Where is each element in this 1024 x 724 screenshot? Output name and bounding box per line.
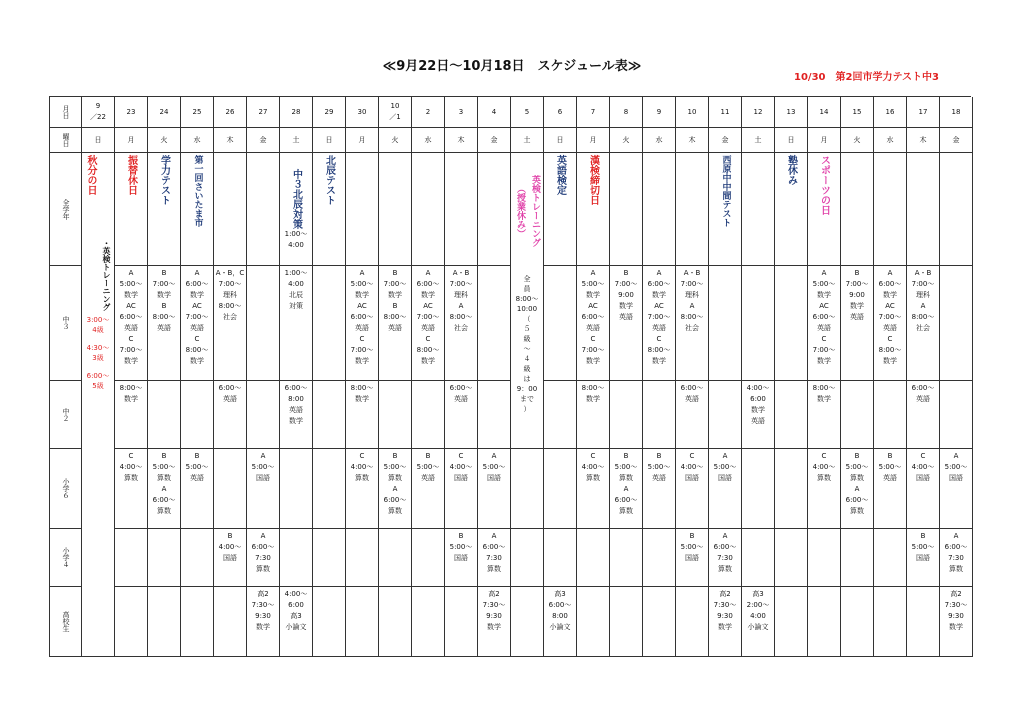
row-label-text: 小学６ [62,478,70,499]
date-header: 9 ／22 [82,97,115,128]
weekday-header: 日 [313,128,346,153]
row-label-text: 中３ [62,316,70,330]
e4-cell [115,529,148,587]
date-header: 4 [478,97,511,128]
e6-cell: C 4:00～ 算数 [577,449,610,529]
event-label: 漢検締切日 [587,155,599,205]
weekday-header: 火 [841,128,874,153]
event-label: スポーツの日 [818,155,830,215]
weekday-header: 月 [808,128,841,153]
c2-cell: 8:00～ 数学 [346,381,379,449]
all-grades-cell [181,153,214,266]
weekday-header: 月 [346,128,379,153]
date-header: 29 [313,97,346,128]
date-header: 27 [247,97,280,128]
hs-cell [313,587,346,657]
all-grades-cell [346,153,379,266]
c3-cell: A・B 7:00～ 理科 A 8:00～ 社会 [907,266,940,381]
c3-cell: A 6:00～ 数学 AC 7:00～ 英語 C 8:00～ 数学 [643,266,676,381]
hs-cell [148,587,181,657]
c3-cell: B 7:00～ 9:00 数学 英語 [610,266,643,381]
all-grades-cell [247,153,280,266]
e6-cell [214,449,247,529]
hs-cell [214,587,247,657]
eiken-time: 3:00～ 4級 [86,316,110,334]
e6-cell [511,449,544,529]
row-label-c3 [50,266,82,381]
event-label: 第一回さいたま市 [192,155,203,227]
hs-cell [115,587,148,657]
e4-cell [544,529,577,587]
c3-cell: B 7:00～ 数学 B 8:00～ 英語 [379,266,412,381]
e6-cell [742,449,775,529]
special-eiken-column [511,153,544,449]
e4-cell: B 4:00～ 国語 [214,529,247,587]
e4-cell [742,529,775,587]
e6-cell [544,449,577,529]
e6-cell [775,449,808,529]
c3-cell: A 5:00～ 数学 AC 6:00～ 英語 C 7:00～ 数学 [808,266,841,381]
date-header: 12 [742,97,775,128]
all-grades-cell [676,153,709,266]
date-header: 25 [181,97,214,128]
c2-cell: 8:00～ 数学 [115,381,148,449]
hs-cell: 4:00～ 6:00 高3 小論文 [280,587,313,657]
all-grades-cell [379,153,412,266]
hs-cell: 高3 2:00～ 4:00 小論文 [742,587,775,657]
all-grades-cell [874,153,907,266]
weekday-header: 火 [379,128,412,153]
date-header: 10 [676,97,709,128]
hs-cell [610,587,643,657]
e4-cell: A 6:00～ 7:30 算数 [478,529,511,587]
e4-cell [280,529,313,587]
date-header: 13 [775,97,808,128]
all-grades-cell [412,153,445,266]
all-grades-cell [445,153,478,266]
c2-cell: 6:00～ 英語 [214,381,247,449]
hs-cell [841,587,874,657]
c2-cell: 6:00～ 英語 [676,381,709,449]
c3-cell: A 5:00～ 数学 AC 6:00～ 英語 C 7:00～ 数学 [346,266,379,381]
c3-cell: A・B，C 7:00～ 理科 8:00～ 社会 [214,266,247,381]
hs-cell: 高2 7:30～ 9:30 数学 [247,587,280,657]
all-grades-cell [280,153,313,266]
c2-cell [643,381,676,449]
hs-cell [181,587,214,657]
event-label: 英検トレーニング [530,174,540,247]
weekday-header: 土 [511,128,544,153]
weekday-header: 月 [577,128,610,153]
event-label: 塾休み [785,155,797,185]
hs-cell: 高2 7:30～ 9:30 数学 [940,587,973,657]
weekday-header: 火 [148,128,181,153]
e6-cell: B 5:00～ 算数 A 6:00～ 算数 [841,449,874,529]
hs-cell [775,587,808,657]
c2-cell: 6:00～ 英語 [445,381,478,449]
page-title: ≪9月22日～10月18日 スケジュール表≫ [382,59,642,74]
row-label-text: 曜日 [62,133,70,147]
e6-cell: C 4:00～ 算数 [808,449,841,529]
e6-cell: B 5:00～ 英語 [643,449,676,529]
event-label: 北辰テスト [323,155,335,205]
all-grades-cell [742,153,775,266]
schedule-table [49,96,971,657]
c3-cell: A 6:00～ 数学 AC 7:00～ 英語 C 8:00～ 数学 [412,266,445,381]
hs-cell [907,587,940,657]
c2-cell [412,381,445,449]
c3-cell [775,266,808,381]
c3-cell [313,266,346,381]
eiken-times [82,315,114,399]
eiken-time: 4:30～ 3級 [86,344,110,362]
holiday-label: 秋分の日 [85,155,96,195]
date-header: 26 [214,97,247,128]
e4-cell [148,529,181,587]
weekday-header: 火 [610,128,643,153]
event-label: （授業休み） [515,183,525,238]
row-label-e6 [50,449,82,529]
c2-cell [379,381,412,449]
c2-cell [181,381,214,449]
c2-cell [544,381,577,449]
c3-cell: B 7:00～ 数学 B 8:00～ 英語 [148,266,181,381]
weekday-header: 木 [214,128,247,153]
e6-cell [313,449,346,529]
c2-cell [610,381,643,449]
date-header: 11 [709,97,742,128]
weekday-header: 日 [82,128,115,153]
hs-cell: 高3 6:00～ 8:00 小論文 [544,587,577,657]
e6-cell: A 5:00～ 国語 [247,449,280,529]
e4-cell [511,529,544,587]
c2-cell: 8:00～ 数学 [808,381,841,449]
all-grades-cell [643,153,676,266]
e6-cell: C 4:00～ 国語 [445,449,478,529]
row-label-text: 全学年 [62,198,70,220]
row-label-month_day [50,97,82,128]
c3-cell: A・B 7:00～ 理科 A 8:00～ 社会 [676,266,709,381]
e6-cell: A 5:00～ 国語 [940,449,973,529]
c2-cell [247,381,280,449]
e4-cell: B 5:00～ 国語 [907,529,940,587]
all-grades-cell [544,153,577,266]
e6-cell: A 5:00～ 国語 [478,449,511,529]
row-label-hs [50,587,82,657]
weekday-header: 水 [643,128,676,153]
e4-cell [346,529,379,587]
eiken-training-label: ・英検トレーニング [102,239,111,311]
e4-cell [808,529,841,587]
e4-cell: A 6:00～ 7:30 算数 [940,529,973,587]
c3-cell: B 7:00～ 9:00 数学 英語 [841,266,874,381]
weekday-header: 木 [445,128,478,153]
c3-cell [478,266,511,381]
e4-cell [181,529,214,587]
date-header: 5 [511,97,544,128]
hs-cell [379,587,412,657]
e6-cell: B 5:00～ 算数 A 6:00～ 算数 [610,449,643,529]
row-label-text: 月日 [62,105,70,119]
date-header: 30 [346,97,379,128]
c2-cell [775,381,808,449]
row-label-all [50,153,82,266]
weekday-header: 水 [412,128,445,153]
e4-cell [313,529,346,587]
c3-cell [742,266,775,381]
date-header: 10 ／1 [379,97,412,128]
date-header: 9 [643,97,676,128]
hs-cell [511,587,544,657]
date-header: 16 [874,97,907,128]
holiday-column [82,153,115,657]
date-header: 2 [412,97,445,128]
hs-cell: 高2 7:30～ 9:30 数学 [478,587,511,657]
date-header: 6 [544,97,577,128]
date-header: 14 [808,97,841,128]
all-grades-cell [214,153,247,266]
weekday-header: 金 [478,128,511,153]
all-grades-cell [907,153,940,266]
c3-cell: A 5:00～ 数学 AC 6:00～ 英語 C 7:00～ 数学 [115,266,148,381]
e6-cell: B 5:00～ 算数 A 6:00～ 算数 [379,449,412,529]
event-label: 学力テスト [158,155,170,205]
c2-cell: 6:00～ 英語 [907,381,940,449]
row-label-text: 小学４ [62,547,70,568]
c2-cell [874,381,907,449]
row-label-text: 高校生 [62,611,70,632]
e4-cell [775,529,808,587]
e6-cell: B 5:00～ 英語 [412,449,445,529]
row-label-e4 [50,529,82,587]
e6-cell [280,449,313,529]
all-grades-cell [148,153,181,266]
c3-cell: A 6:00～ 数学 AC 7:00～ 英語 C 8:00～ 数学 [874,266,907,381]
date-header: 17 [907,97,940,128]
e6-cell: A 5:00～ 国語 [709,449,742,529]
e4-cell [874,529,907,587]
date-header: 24 [148,97,181,128]
e6-cell: B 5:00～ 英語 [181,449,214,529]
e6-cell: B 5:00～ 英語 [874,449,907,529]
c3-cell [709,266,742,381]
hs-cell [577,587,610,657]
date-header: 28 [280,97,313,128]
weekday-header: 金 [247,128,280,153]
c2-cell: 4:00～ 6:00 数学 英語 [742,381,775,449]
weekday-header: 土 [280,128,313,153]
c3-cell [940,266,973,381]
hs-cell [445,587,478,657]
weekday-header: 土 [742,128,775,153]
c2-cell [841,381,874,449]
weekday-header: 日 [544,128,577,153]
all-grades-cell [808,153,841,266]
c3-cell: A・B 7:00～ 理科 A 8:00～ 社会 [445,266,478,381]
e6-cell: C 4:00～ 算数 [115,449,148,529]
event-label: 英語検定 [554,155,566,195]
date-header: 8 [610,97,643,128]
e4-cell [379,529,412,587]
c2-cell: 6:00～ 8:00 英語 数学 [280,381,313,449]
hs-cell [874,587,907,657]
event-label: 振替休日 [125,155,137,195]
all-grades-cell [115,153,148,266]
weekday-header: 月 [115,128,148,153]
date-header: 18 [940,97,973,128]
c2-cell [940,381,973,449]
e4-cell [841,529,874,587]
e4-cell [643,529,676,587]
c2-cell [478,381,511,449]
c2-cell: 8:00～ 数学 [577,381,610,449]
hs-cell [412,587,445,657]
e4-cell [412,529,445,587]
c2-cell [148,381,181,449]
row-label-weekday [50,128,82,153]
e4-cell: B 5:00～ 国語 [676,529,709,587]
all-grades-cell [841,153,874,266]
hs-cell: 高2 7:30～ 9:30 数学 [709,587,742,657]
eiken-all-students-note: 全 員 8:00～ 10:00 （ ５ 級 ～ ４ 級 は 9：00 まで ） [515,275,539,413]
e6-cell: C 4:00～ 算数 [346,449,379,529]
eiken-time: 6:00～ 5級 [86,372,110,390]
c3-cell: A 5:00～ 数学 AC 6:00～ 英語 C 7:00～ 数学 [577,266,610,381]
c3-cell: 1:00～ 4:00 北辰 対策 [280,266,313,381]
c3-cell: A 6:00～ 数学 AC 7:00～ 英語 C 8:00～ 数学 [181,266,214,381]
test-note: 10/30 第2回市学力テスト中3 [794,72,940,83]
all-grades-cell [577,153,610,266]
e4-cell: A 6:00～ 7:30 算数 [247,529,280,587]
row-label-c2 [50,381,82,449]
e6-cell: C 4:00～ 国語 [907,449,940,529]
c2-cell [709,381,742,449]
hs-cell [676,587,709,657]
weekday-header: 木 [907,128,940,153]
event-time: 1:00～ 4:00 [284,230,308,249]
date-header: 3 [445,97,478,128]
event-label: 西原中中間テスト [720,155,731,227]
weekday-header: 木 [676,128,709,153]
e4-cell: A 6:00～ 7:30 算数 [709,529,742,587]
e6-cell: C 4:00～ 国語 [676,449,709,529]
all-grades-cell [775,153,808,266]
event-label: 中３北辰対策 [290,169,302,229]
e4-cell [610,529,643,587]
all-grades-cell [478,153,511,266]
date-header: 23 [115,97,148,128]
date-header: 15 [841,97,874,128]
e4-cell [577,529,610,587]
hs-cell [346,587,379,657]
weekday-header: 金 [709,128,742,153]
date-header: 7 [577,97,610,128]
weekday-header: 金 [940,128,973,153]
e6-cell: B 5:00～ 算数 A 6:00～ 算数 [148,449,181,529]
c3-cell [247,266,280,381]
hs-cell [643,587,676,657]
all-grades-cell [940,153,973,266]
weekday-header: 水 [874,128,907,153]
all-grades-cell [313,153,346,266]
e4-cell: B 5:00～ 国語 [445,529,478,587]
all-grades-cell [610,153,643,266]
c2-cell [313,381,346,449]
weekday-header: 日 [775,128,808,153]
hs-cell [808,587,841,657]
c3-cell [544,266,577,381]
row-label-text: 中２ [62,407,70,422]
weekday-header: 水 [181,128,214,153]
all-grades-cell [709,153,742,266]
